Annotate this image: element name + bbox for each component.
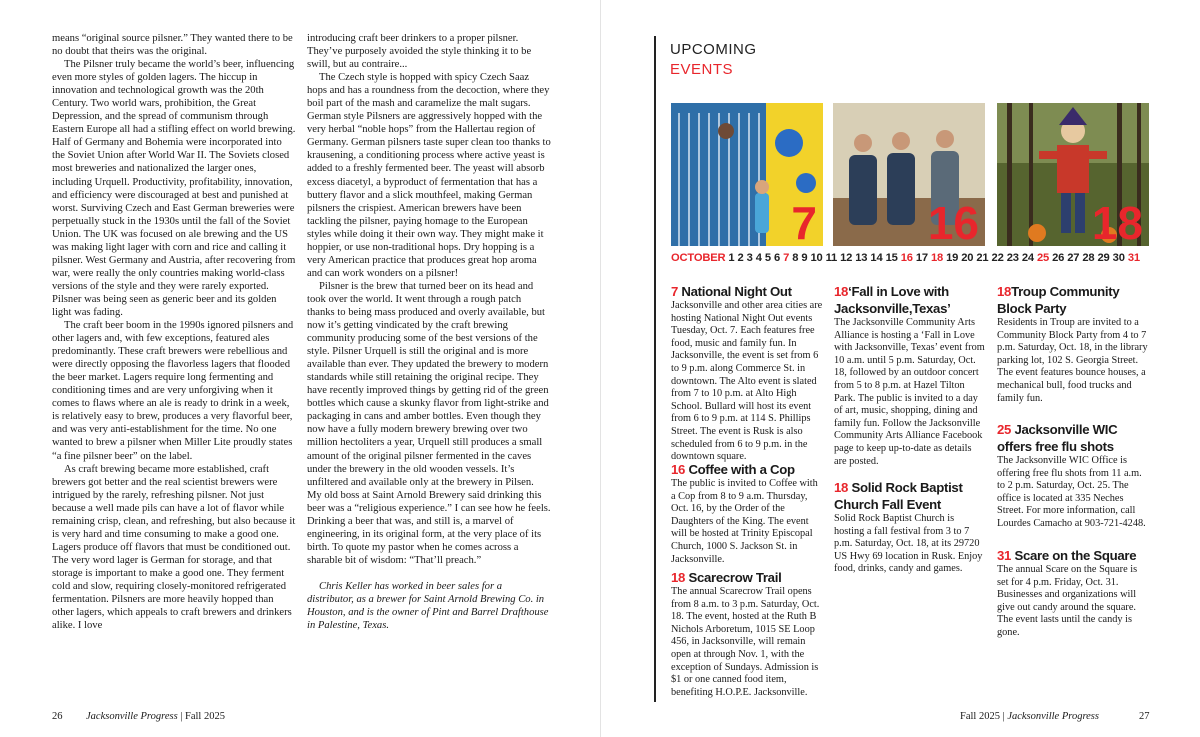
calendar-day: 16 (900, 252, 913, 264)
event-description: Solid Rock Baptist Church is hosting a fall festival from 3 to 7 p.m. Saturday, Oct. 18, at its 29720 US Hwy 69 location in Rusk. Enjoy food, drinks, candy and games. (834, 513, 983, 575)
photo-scarecrow-trail (997, 103, 1149, 246)
calendar-day: 6 (773, 252, 780, 264)
calendar-day: 31 (1127, 252, 1140, 264)
event-title: Scarecrow Trail (688, 570, 782, 585)
calendar-day: 18 (930, 252, 944, 264)
calendar-day: 28 (1082, 252, 1095, 264)
event-heading (671, 569, 823, 586)
event-description: Jacksonville and other area cities are hosting National Night Out events Tuesday, Oct. 7. Each features free food, music and family fun. In Jacksonville, the event is set from 6 to 9 p.m. along Commerce St. in downtown. The Alto event is slated from 7 to 10 p.m. at Alto High School. Bullard will host its event from 6 to 9 p.m. at 114 S. Phillips Street. The event is Rusk is also scheduled from 6 to 9 p.m. in the downtown square. (671, 300, 823, 463)
article-paragraph: The craft beer boom in the 1990s ignored pilsners and other lagers and, with few exceptions, featured ales predominantly. These craft brewers were rebellious and were directly opposing the flavorless lagers that flooded the beer market. Lagers require long fermenting and conditioning times and are very unforgiving when it comes to flaws where an ale is ready to drink in a week, is relatively easy to brew, produces a very flavorful beer, and was very anti-establishment for the time. No one wanted to brew a pilsner when Miller Lite proudly states “a fine pilsner beer” on the label. (52, 320, 294, 462)
article-column-2 (307, 32, 551, 632)
author-bio: Chris Keller has worked in beer sales for a distributor, as a brewer for Saint Arnold Brewing Co. in Houston, and is the owner of Pint and Barrel Drafthouse in Palestine, Texas. (307, 580, 549, 632)
event-date-number: 31 (997, 548, 1012, 563)
event-date-number: 18 (834, 284, 849, 299)
page-spine (600, 0, 601, 737)
event-fall-in-love-jacksonville (834, 283, 986, 468)
event-title: Coffee with a Cop (688, 462, 795, 477)
calendar-day: 3 (746, 252, 753, 264)
event-heading (834, 283, 986, 317)
section-title-upcoming: UPCOMING (670, 41, 757, 58)
article-paragraph: The Pilsner truly became the world’s beer, influencing even more styles of golden lagers. The hiccup in innovation and technological growth was the 20th Century. Two world wars, prohibition, the Great Depression, and the spread of communism through Eastern Europe all had a stifling effect on world brewing. Half of Germany and Bohemia were incorporated into the Soviet Union after World War II. The Soviets closed most breweries and nationalized the larger ones, including Urquell. Productivity, profitability, innovation, and efficiency were discouraged at best and punished at worst. Surviving Czech and East German breweries were perpetually stuck in the 1930s until the fall of the Soviet Union. The UK was focused on ale brewing and the US was making light lager with corn and rice and calling it pilsner. West Germany and Austria, after recovering from war, were really the only countries making world-class versions of the style and they were rarely exported. Pilsner was being seen as generic beer and its golden light was fading. (52, 59, 296, 318)
event-scare-on-the-square (997, 547, 1149, 640)
photo-date-number: 7 (791, 197, 817, 246)
event-title: Scare on the Square (1014, 548, 1137, 563)
calendar-day: 21 (976, 252, 989, 264)
calendar-day: 22 (991, 252, 1004, 264)
section-rule (654, 36, 656, 702)
event-national-night-out (671, 283, 823, 464)
photo-date-number: 16 (927, 197, 979, 246)
calendar-day: 2 (737, 252, 744, 264)
event-date-number: 16 (671, 462, 686, 477)
event-scarecrow-trail (671, 569, 823, 699)
photo-national-night-out (671, 103, 823, 246)
event-heading (997, 421, 1149, 455)
event-date-number: 18 (671, 570, 686, 585)
event-description: The Jacksonville WIC Office is offering free flu shots from 11 a.m. to 2 p.m. Saturday, Oct. 25. The office is located at 335 Neches Street. For more information, call Lourdes Camacho at 903-721-4248. (997, 455, 1146, 529)
article-paragraph: means “original source pilsner.” They wanted there to be no doubt that theirs was the original. (52, 33, 293, 58)
event-description: The public is invited to Coffee with a Cop from 8 to 9 a.m. Thursday, Oct. 16, by the Order of the Daughters of the King. The event will be hosted at Trinity Episcopal Church, 1000 S. Jackson St. in Jacksonville. (671, 478, 818, 565)
calendar-day: 27 (1067, 252, 1080, 264)
publication-name: Jacksonville Progress (1007, 711, 1099, 722)
calendar-day: 11 (825, 252, 838, 264)
calendar-day: 5 (764, 252, 771, 264)
issue-label: | Fall 2025 (180, 711, 225, 722)
event-date-number: 18 (834, 480, 849, 495)
event-troup-block-party (997, 283, 1149, 405)
calendar-day: 26 (1052, 252, 1065, 264)
event-heading (997, 547, 1149, 564)
calendar-day: 29 (1097, 252, 1110, 264)
event-date-number: 18 (997, 284, 1012, 299)
event-heading (671, 461, 823, 478)
event-title: Jacksonville WIC offers free flu shots (997, 422, 1118, 454)
calendar-day: 15 (885, 252, 898, 264)
event-heading (671, 283, 823, 300)
calendar-day: 20 (961, 252, 974, 264)
event-heading (997, 283, 1149, 317)
calendar-days (728, 252, 1143, 264)
event-title: Troup Community Block Party (997, 284, 1120, 316)
october-calendar-strip (671, 252, 1151, 264)
event-description: The annual Scarecrow Trail opens from 8 a.m. to 3 p.m. Saturday, Oct. 18. The event, hosted at the Ruth B Nichols Arboretum, 1015 SE Loop 456, in Jacksonville, will remain open at through Nov. 1, with the exception of Sundays. Admission is $1 or one canned food item, benefiting H.O.P.E. Jacksonville. (671, 586, 820, 698)
event-description: The Jacksonville Community Arts Alliance is hosting a ‘Fall in Love with Jacksonville, Texas’ event from 10 a.m. until 5 p.m. Saturday, Oct. 18, followed by an outdoor concert from 5 to 8 p.m. at Hazel Tilton Park. The public is invited to a day of art, music, shopping, dining and family fun. Follow the Jacksonville Community Arts Alliance Facebook page to keep up-to-date as details are posted. (834, 317, 985, 467)
event-title: ‘Fall in Love with Jacksonville,Texas’ (834, 284, 951, 316)
article-paragraph: The Czech style is hopped with spicy Czech Saaz hops and has a roundness from the decoction, where they boil part of the mash and caramelize the malt sugars. German style Pilsners are aggressively hopped with the very herbal “noble hops” from the Hallertau region of Germany. German pilsners taste super clean too thanks to krausening, a conditioning process where active yeast is added to a freshly fermented beer. The yeast will absorb excess diacetyl, a byproduct of fermentation that has a buttery flavor and a slick mouthfeel, making German pilsners the crispiest. American brewers have been tackling the pilsner, paying homage to the European styles while doing it their own way. They might make it hoppier, or use non-traditional hops. Dry hopping is a very American practice that produces great hop aroma and can work wonders on a pilsner! (307, 72, 551, 279)
article-paragraph: introducing craft beer drinkers to a proper pilsner. They’ve purposely avoided the style thinking it to be swill, but au contraire... (307, 33, 532, 71)
photo-date-number: 18 (1091, 197, 1143, 246)
calendar-day: 23 (1006, 252, 1019, 264)
event-date-number: 25 (997, 422, 1012, 437)
page-number-left: 26 (52, 711, 63, 722)
calendar-day: 19 (946, 252, 959, 264)
event-description: Residents in Troup are invited to a Community Block Party from 4 to 7 p.m. Saturday, Oct. 18, in the library parking lot, 102 S. Georgia Street. The event features bounce houses, a mechanical bull, food trucks and family fun. (997, 317, 1148, 404)
event-heading (834, 479, 986, 513)
calendar-day: 12 (840, 252, 853, 264)
calendar-day: 7 (783, 252, 790, 264)
calendar-month: OCTOBER (671, 252, 726, 264)
section-title-events: EVENTS (670, 61, 734, 78)
calendar-day: 24 (1021, 252, 1034, 264)
calendar-day: 13 (855, 252, 868, 264)
calendar-day: 1 (728, 252, 735, 264)
event-coffee-with-a-cop (671, 461, 823, 566)
calendar-day: 9 (801, 252, 808, 264)
event-description: The annual Scare on the Square is set for 4 p.m. Friday, Oct. 31. Businesses and organizations will give out candy around the square. The event lasts until the candy is gone. (997, 564, 1138, 638)
page-number-right: 27 (1139, 711, 1150, 722)
issue-label: Fall 2025 | (960, 711, 1005, 722)
event-date-number: 7 (671, 284, 679, 299)
calendar-day: 8 (792, 252, 799, 264)
article-paragraph: Pilsner is the brew that turned beer on its head and took over the world. It went through a rough patch thanks to being mass produced and overly available, but now it’s getting vindicated by the craft brewing community producing some of the best versions of the style. Pilsner Urquell is still the original and is more available than ever. They updated the brewery to modern standards while still retaining the original recipe. They have recently improved things by getting rid of the green bottles which cause a skunky flavor from light-strike and packaging in cans and amber bottles. Even though they now have a fully modern brewery brewing over two million hectoliters a year, Urquell still produces a small amount of the original pilsner fermented in the caves under the brewery in the old wooden vessels. It’s unfiltered and available only at the brewery in Pilsen. My old boss at Saint Arnold Brewery said drinking this beer was a “religious experience.” I can see how he feels. Drinking a beer that was, and still is, a marvel of engineering, in its original form, at the very place of its birth. To quote my pastor when he comes across a sharable bit of wisdom: “That’ll preach.” (307, 280, 551, 566)
calendar-day: 30 (1112, 252, 1125, 264)
article-paragraph: As craft brewing became more established, craft brewers got better and the real scientist brewers were intrigued by the rarely, refreshing pilsner. Not just because a well made pils can have a lot of flavor while remaining crisp, clean, and refreshing, but also because it is very hard and time consuming to make a good one. Lagers produce off flavors that must be conditioned out. The very word lager is German for storage, and that storage is important to make a good one. They ferment cold and slow, requiring closely-monitored refrigerated fermentation. Pilsners are more heavily hopped than other lagers, which appeals to craft brewers and drinkers alike. I love (52, 463, 296, 632)
folio-right (960, 711, 1099, 722)
event-wic-flu-shots (997, 421, 1149, 531)
folio-left (86, 711, 225, 722)
calendar-day: 10 (810, 252, 823, 264)
calendar-day: 17 (915, 252, 928, 264)
article-column-1 (52, 32, 296, 632)
calendar-day: 4 (755, 252, 762, 264)
calendar-day: 14 (870, 252, 883, 264)
publication-name: Jacksonville Progress (86, 711, 178, 722)
event-title: National Night Out (681, 284, 792, 299)
event-solid-rock-baptist (834, 479, 986, 576)
photo-coffee-with-a-cop (833, 103, 985, 246)
calendar-day: 25 (1036, 252, 1050, 264)
event-title: Solid Rock Baptist Church Fall Event (834, 480, 963, 512)
